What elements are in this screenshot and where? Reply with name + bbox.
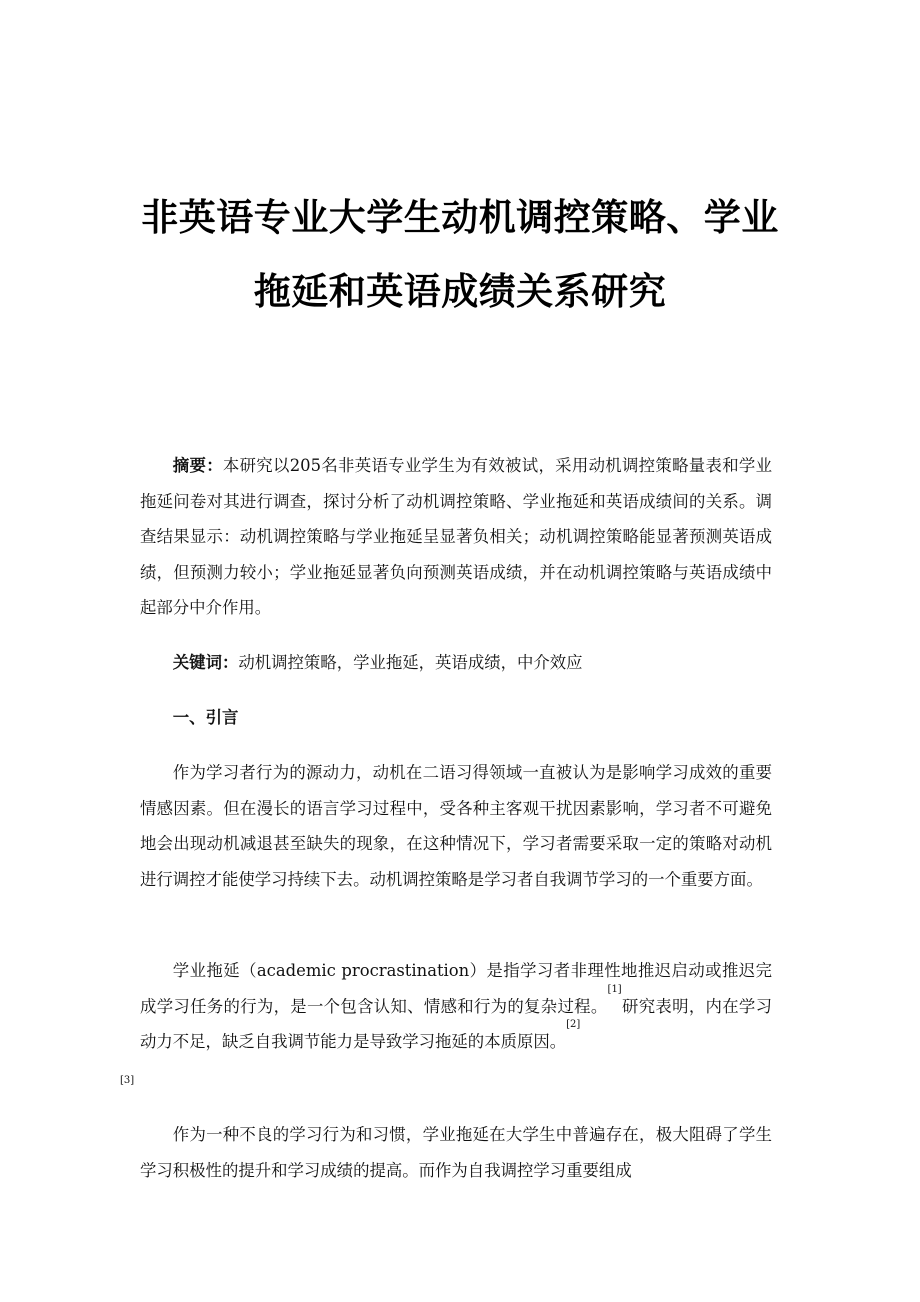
- abstract-label: 摘要：: [172, 456, 223, 475]
- intro-paragraph-2-text-b: 研究表明，内在学习动力不足，缺乏自我调节能力是导致学习拖延的本质原因。: [140, 996, 773, 1051]
- citation-ref-3: [3]: [120, 1074, 135, 1086]
- paper-title-line-1: 非英语专业大学生动机调控策略、学业: [141, 196, 779, 239]
- keywords-text: 动机调控策略，学业拖延，英语成绩，中介效应: [238, 653, 583, 672]
- intro-paragraph-2-text-a: 学业拖延（academic procrastination）是指学习者非理性地推迟启动或推迟完成学习任务的行为，是一个包含认知、情感和行为的复杂过程。: [140, 961, 772, 1016]
- keywords-label: 关键词：: [172, 653, 239, 672]
- paper-title-line-2: 拖延和英语成绩关系研究: [253, 270, 667, 313]
- abstract-text: 本研究以205名非英语专业学生为有效被试，采用动机调控策略量表和学业拖延问卷对其进行调查，探讨分析了动机调控策略、学业拖延和英语成绩间的关系。调查结果显示：动机调控策略与学业拖延呈显著负相关；动机调控策略能显著预测英语成绩，但预测力较小；学业拖延显著负向预测英语成绩，并在动机调控策略与英语成绩中起部分中介作用。: [140, 456, 772, 617]
- keywords-paragraph: [140, 645, 772, 681]
- citation-ref-1: [1]: [607, 983, 622, 995]
- citation-ref-2: [2]: [566, 1019, 581, 1030]
- intro-paragraph-3: 作为一种不良的学习行为和习惯，学业拖延在大学生中普遍存在，极大阻碍了学生学习积极性的提升和学习成绩的提高。而作为自我调控学习重要组成: [140, 1125, 772, 1180]
- section-heading-text: 一、引言: [172, 708, 239, 727]
- section-heading-introduction: [140, 700, 772, 736]
- abstract-paragraph: [140, 448, 772, 626]
- intro-paragraph-1: 作为学习者行为的源动力，动机在二语习得领域一直被认为是影响学习成效的重要情感因素。但在漫长的语言学习过程中，受各种主客观干扰因素影响，学习者不可避免地会出现动机减退甚至缺失的现象，在这种情况下，学习者需要采取一定的策略对动机进行调控才能使学习持续下去。动机调控策略是学习者自我调节学习的一个重要方面。: [140, 763, 772, 889]
- intro-paragraph-2: [120, 953, 773, 1098]
